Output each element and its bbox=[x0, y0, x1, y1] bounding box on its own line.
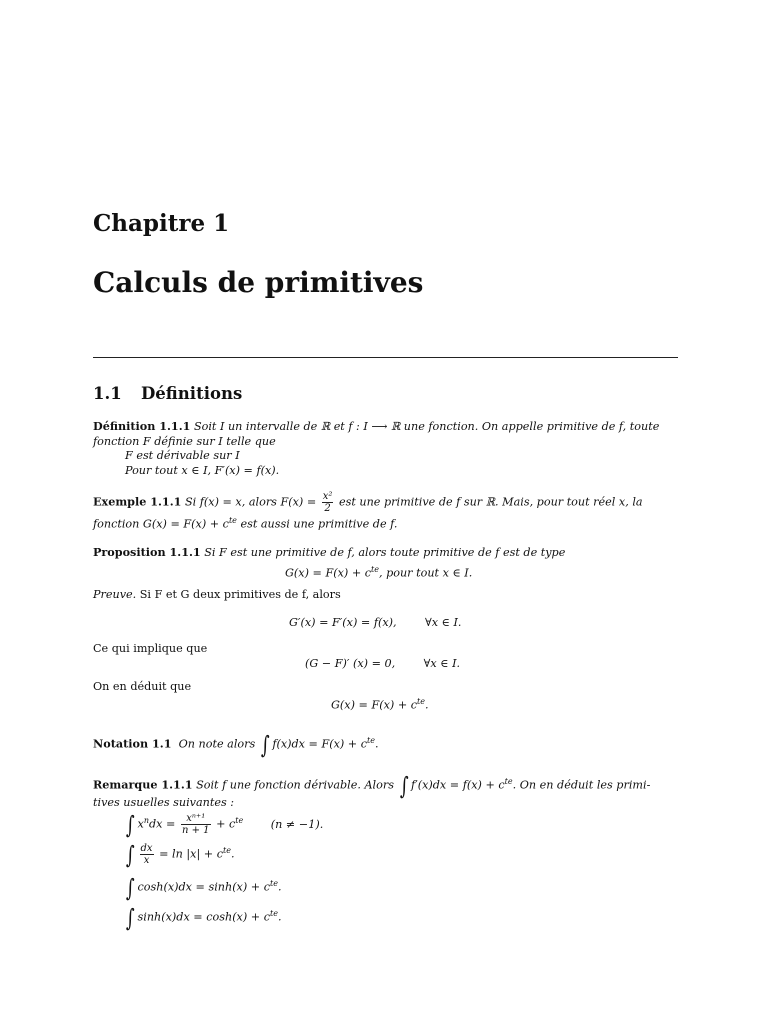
definition-condition-1: F est dérivable sur I bbox=[125, 449, 240, 462]
proof-eq3-main: G(x) = F(x) + c bbox=[331, 698, 418, 712]
formula-2-superscript: te bbox=[223, 845, 231, 855]
integral-sign-icon: ∫ bbox=[399, 771, 409, 800]
proposition-equation bbox=[285, 563, 472, 581]
proposition-label: Proposition 1.1.1 bbox=[93, 545, 201, 559]
proof-eq3-superscript: te bbox=[417, 697, 425, 706]
proposition-text: Si F est une primitive de f, alors toute primitive de f est de type bbox=[204, 546, 566, 559]
proof-intro bbox=[93, 588, 341, 602]
formula-1-a-superscript: n bbox=[143, 815, 149, 825]
formula-sinh bbox=[124, 903, 282, 932]
notation-eq-end: . bbox=[374, 737, 379, 751]
remark-block bbox=[93, 771, 679, 810]
definition-text-2: fonction F définie sur I telle que bbox=[93, 434, 276, 448]
notation-label: Notation 1.1 bbox=[93, 736, 172, 751]
remark-text: Soit f une fonction dérivable. Alors bbox=[196, 778, 394, 792]
formula-2-numerator: dx bbox=[140, 843, 153, 854]
formula-4-main: sinh(x)dx = cosh(x) + c bbox=[137, 910, 270, 924]
formula-4-end: . bbox=[277, 910, 282, 924]
proposition-eq-superscript: te bbox=[371, 565, 379, 574]
formula-1-numerator: xⁿ⁺¹ bbox=[181, 813, 211, 825]
chapter-title: Calculs de primitives bbox=[93, 266, 424, 299]
proof-label: Preuve. bbox=[93, 588, 137, 601]
definition-text: Soit I un intervalle de ℝ et f : I ⟶ ℝ une fonction. On appelle primitive de f, toute bbox=[193, 420, 660, 433]
formula-1-c-superscript: te bbox=[235, 815, 244, 825]
proof-text-3: On en déduit que bbox=[93, 680, 192, 693]
definition-label: Définition 1.1.1 bbox=[93, 419, 191, 433]
example-label: Exemple 1.1.1 bbox=[93, 494, 182, 509]
remark-text-b: . On en déduit les primi- bbox=[512, 778, 651, 792]
integral-sign-icon: ∫ bbox=[125, 903, 135, 932]
notation-eq-main: f(x)dx = F(x) + c bbox=[272, 737, 368, 751]
formula-power bbox=[124, 810, 324, 839]
remark-text-2: tives usuelles suivantes : bbox=[93, 795, 235, 809]
example-fraction-denominator: 2 bbox=[324, 503, 331, 514]
remark-eq-superscript: te bbox=[504, 777, 513, 786]
example-fraction-numerator: x² bbox=[322, 491, 333, 502]
remark-eq-main: f′(x)dx = f(x) + c bbox=[411, 778, 505, 792]
proof-text: Si F et G deux primitives de f, alors bbox=[139, 588, 341, 601]
proposition-eq-end: , pour tout x ∈ I. bbox=[378, 566, 473, 580]
integral-sign-icon: ∫ bbox=[125, 873, 135, 902]
proof-text-2: Ce qui implique que bbox=[93, 642, 208, 655]
formula-log bbox=[124, 840, 235, 869]
formula-1-c: + c bbox=[216, 817, 236, 831]
formula-3-end: . bbox=[277, 880, 282, 894]
definition-block bbox=[93, 419, 679, 478]
formula-1-a: x bbox=[137, 817, 144, 831]
formula-3-superscript: te bbox=[269, 879, 278, 888]
formula-2-denominator: x bbox=[143, 855, 150, 866]
proof-eq3-end: . bbox=[424, 698, 429, 712]
definition-condition-2: Pour tout x ∈ I, F′(x) = f(x). bbox=[125, 463, 280, 477]
proof-equation-1: G′(x) = F′(x) = f(x), ∀x ∈ I. bbox=[289, 616, 462, 629]
example-block bbox=[93, 491, 679, 532]
notation-eq-superscript: te bbox=[367, 736, 375, 745]
section-number: 1.1 bbox=[93, 384, 122, 403]
example-text-2: fonction G(x) = F(x) + c bbox=[93, 517, 229, 531]
remark-label: Remarque 1.1.1 bbox=[93, 777, 193, 792]
section-heading bbox=[93, 384, 242, 403]
formula-cosh bbox=[124, 873, 282, 902]
section-title: Définitions bbox=[141, 384, 243, 403]
formula-3-main: cosh(x)dx = sinh(x) + c bbox=[137, 880, 270, 894]
formula-2-end: . bbox=[230, 847, 235, 861]
example-text-2-end: est aussi une primitive de f. bbox=[240, 517, 398, 531]
proof-equation-2: (G − F)′ (x) = 0, ∀x ∈ I. bbox=[305, 657, 461, 670]
formula-1-b: dx = bbox=[148, 817, 176, 831]
notation-block bbox=[93, 730, 379, 759]
integral-sign-icon: ∫ bbox=[125, 810, 135, 839]
example-text-a: Si f(x) = x, alors F(x) = bbox=[184, 495, 317, 509]
formula-2-rhs: = ln |x| + c bbox=[159, 847, 223, 861]
formula-1-condition: (n ≠ −1). bbox=[270, 817, 324, 831]
example-text-b: est une primitive de f sur ℝ. Mais, pour tout réel x, la bbox=[338, 495, 643, 509]
example-fraction bbox=[322, 491, 334, 514]
proposition-eq-main: G(x) = F(x) + c bbox=[285, 566, 372, 580]
horizontal-rule bbox=[93, 357, 678, 358]
proof-equation-3 bbox=[331, 695, 429, 713]
proposition-block bbox=[93, 545, 679, 561]
integral-sign-icon: ∫ bbox=[125, 840, 135, 869]
formula-4-superscript: te bbox=[269, 909, 278, 918]
formula-1-denominator: n + 1 bbox=[181, 825, 210, 836]
formula-1-fraction bbox=[181, 813, 211, 836]
chapter-label: Chapitre 1 bbox=[93, 210, 230, 237]
formula-2-fraction bbox=[140, 843, 154, 866]
example-superscript: te bbox=[228, 516, 237, 525]
notation-text: On note alors bbox=[178, 737, 256, 751]
integral-sign-icon: ∫ bbox=[260, 730, 270, 759]
